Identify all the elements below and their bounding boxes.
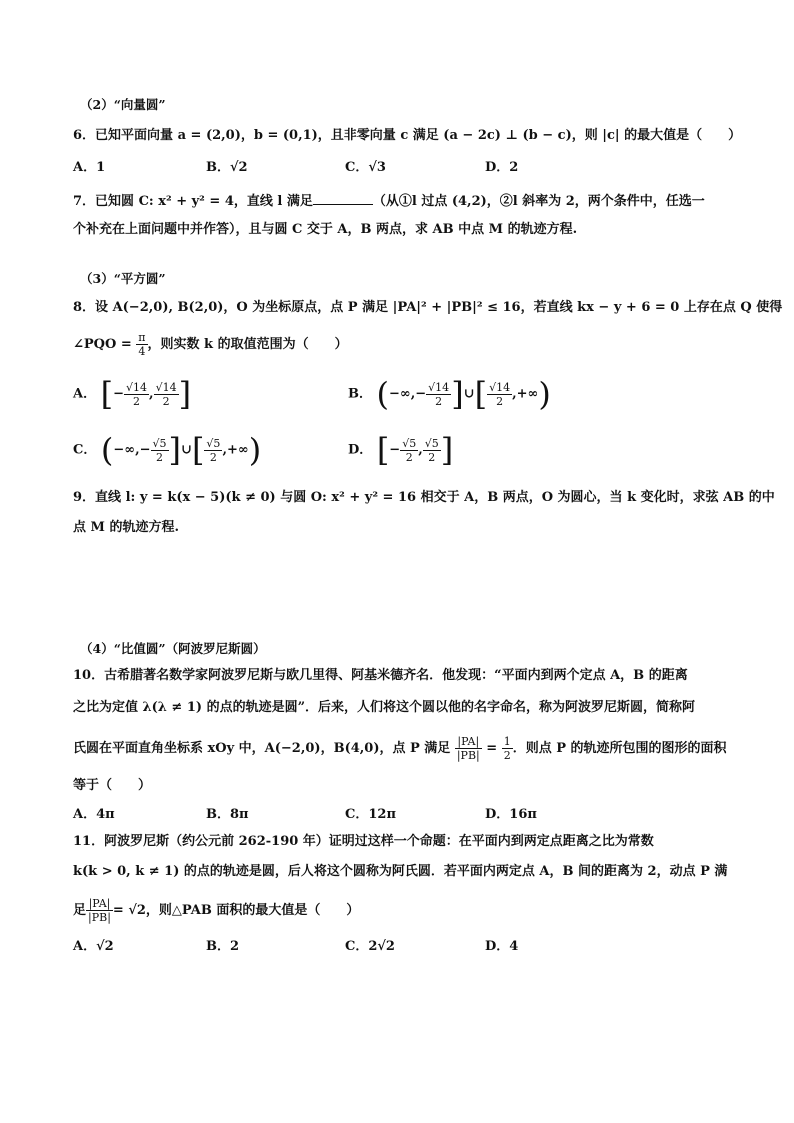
minus-sign: − [415,386,427,402]
fraction-numerator: √5 [206,436,221,450]
question-11-option-a: A．√2 [73,939,114,954]
question-10-setup: 氏圆在平面直角坐标系 xOy 中，A(−2,0)，B(4,0)，点 P 满足 [73,741,451,756]
fraction-denominator: 2 [503,749,511,762]
fraction [204,437,222,464]
question-10-line-4: 等于（ ） [73,778,152,793]
paren-right: ) [538,375,551,413]
fraction-denominator: |PB| [88,911,111,924]
comma: , [418,442,423,458]
question-11-line-1: 11．阿波罗尼斯（约公元前 262-190 年）证明过这样一个命题：在平面内到两定点距离之比为常数 [73,834,654,849]
fraction-numerator: √5 [424,436,439,450]
fraction-numerator: 1 [503,735,511,748]
fraction-numerator: √5 [402,436,417,450]
pos-infinity: ,+∞ [222,442,249,458]
fraction-numerator: √5 [152,436,167,450]
question-7-line-2: 个补充在上面问题中并作答），且与圆 C 交于 A，B 两点，求 AB 中点 M 的轨迹方程. [73,222,578,237]
fraction [151,437,169,464]
fraction-numerator: |PA| [86,897,113,911]
fraction-denominator: 2 [496,394,504,408]
fraction [426,381,451,408]
bracket-right: ] [440,431,454,469]
fraction-denominator: 2 [209,450,217,464]
option-label: C． [73,442,97,458]
fraction [124,381,149,408]
question-6-text: 6．已知平面向量 a = (2,0)，b = (0,1)，且非零向量 c 满足 (a − 2c) ⊥ (b − c)，则 |c| 的最大值是（ ） [73,128,742,143]
option-label: B． [348,386,372,402]
bracket-left: [ [376,431,390,469]
question-10-option-d: D．16π [485,807,537,822]
paren-right: ) [248,431,262,469]
fraction-numerator: √14 [428,380,450,394]
question-10-line-3 [73,732,728,766]
question-9-line-1: 9．直线 l: y = k(x − 5)(k ≠ 0) 与圆 O: x² + y² = 16 相交于 A，B 两点，O 为圆心，当 k 变化时，求弦 AB 的中 [73,490,775,505]
pa-over-pb-fraction [455,735,482,762]
question-11-line-2: k(k > 0, k ≠ 1) 的点的轨迹是圆，后人将这个圆称为阿氏圆．若平面内两定点 A，B 间的距离为 2，动点 P 满 [73,864,728,879]
question-8-line-1: 8．设 A(−2,0), B(2,0)，O 为坐标原点，点 P 满足 |PA|² + |PB|² ≤ 16，若直线 kx − y + 6 = 0 上存在点 Q 使得 [73,300,783,315]
question-11-option-c: C．2√2 [345,939,395,954]
question-6-option-d: D．2 [485,160,519,175]
union-sign: ∪ [463,386,475,402]
question-8-option-c [73,432,261,468]
neg-infinity: −∞, [389,386,416,402]
bracket-right: ] [451,375,464,413]
question-7-stem: 7．已知圆 C: x² + y² = 4，直线 l 满足 [73,194,313,209]
question-8-line-2 [73,330,728,360]
question-10-option-b: B．8π [206,807,249,822]
fraction-numerator: √14 [489,380,511,394]
fraction [487,381,512,408]
question-10-line-2: 之比为定值 λ(λ ≠ 1) 的点的轨迹是圆”．后来，人们将这个圆以他的名字命名，称为阿波罗尼斯圆，简称阿 [73,700,696,715]
answer-blank[interactable] [313,190,373,205]
question-6-option-c: C．√3 [345,160,386,175]
question-8-option-d [348,432,453,468]
bracket-left: [ [191,431,205,469]
bracket-left: [ [474,375,488,413]
fraction-denominator: 2 [428,450,436,464]
question-10-ask: ．则点 P 的轨迹所包围的图形的面积 [512,741,727,756]
fraction-denominator: |PB| [456,749,480,762]
question-9-line-2: 点 M 的轨迹方程. [73,520,179,535]
question-7-line-1 [73,190,728,212]
bracket-right: ] [178,375,192,413]
paren-left: ( [100,431,114,469]
question-11-ask: = √2，则△PAB 面积的最大值是（ ） [112,903,360,918]
question-11-line-3 [73,894,728,928]
question-10-option-c: C．12π [345,807,396,822]
fraction-numerator: √14 [126,380,148,394]
option-label: D． [348,442,373,458]
option-label: A． [73,386,97,402]
pos-infinity: ,+∞ [512,386,539,402]
fraction [400,437,418,464]
paren-left: ( [376,375,390,413]
fraction-numerator: π [138,331,146,344]
question-8-option-a [73,376,191,412]
fraction-denominator: 2 [405,450,413,464]
question-6-option-b: B．√2 [206,160,248,175]
section-heading-square-circle: （3）“平方圆” [80,271,166,286]
union-sign: ∪ [181,442,192,458]
pa-over-pb-fraction [86,897,113,924]
comma: , [149,386,154,402]
equals-sign: = [486,741,498,756]
minus-sign: − [113,386,125,402]
fraction-denominator: 2 [435,394,443,408]
fraction-numerator: √14 [155,380,177,394]
neg-infinity: −∞, [113,442,140,458]
bracket-left: [ [100,375,114,413]
fraction-denominator: 2 [156,450,164,464]
section-heading-vector-circle: （2）“向量圆” [80,97,166,112]
minus-sign: − [139,442,151,458]
fraction-denominator: 4 [138,345,146,358]
section-heading-ratio-circle: （4）“比值圆”（阿波罗尼斯圆） [80,641,266,656]
fraction [423,437,441,464]
question-11-option-b: B．2 [206,939,240,954]
fraction-denominator: 2 [133,394,141,408]
question-8-option-b [348,376,551,412]
fraction [154,381,179,408]
fraction-denominator: 2 [162,394,170,408]
bracket-right: ] [168,431,182,469]
fraction-numerator: |PA| [455,735,482,749]
question-6-option-a: A．1 [73,160,106,175]
minus-sign: − [389,442,401,458]
question-8-ask: ，则实数 k 的取值范围为（ ） [147,337,348,352]
one-half-fraction [502,735,513,762]
angle-pqo: ∠PQO = [73,337,132,352]
question-11-option-d: D．4 [485,939,519,954]
question-10-line-1: 10．古希腊著名数学家阿波罗尼斯与欧几里得、阿基米德齐名．他发现：“平面内到两个定点 A，B 的距离 [73,668,688,683]
question-10-option-a: A．4π [73,807,115,822]
question-11-setup: 足 [73,903,87,918]
question-7-conditions: （从①l 过点 (4,2)，②l 斜率为 2，两个条件中，任选一 [372,194,705,209]
pi-over-4-fraction [136,331,147,358]
